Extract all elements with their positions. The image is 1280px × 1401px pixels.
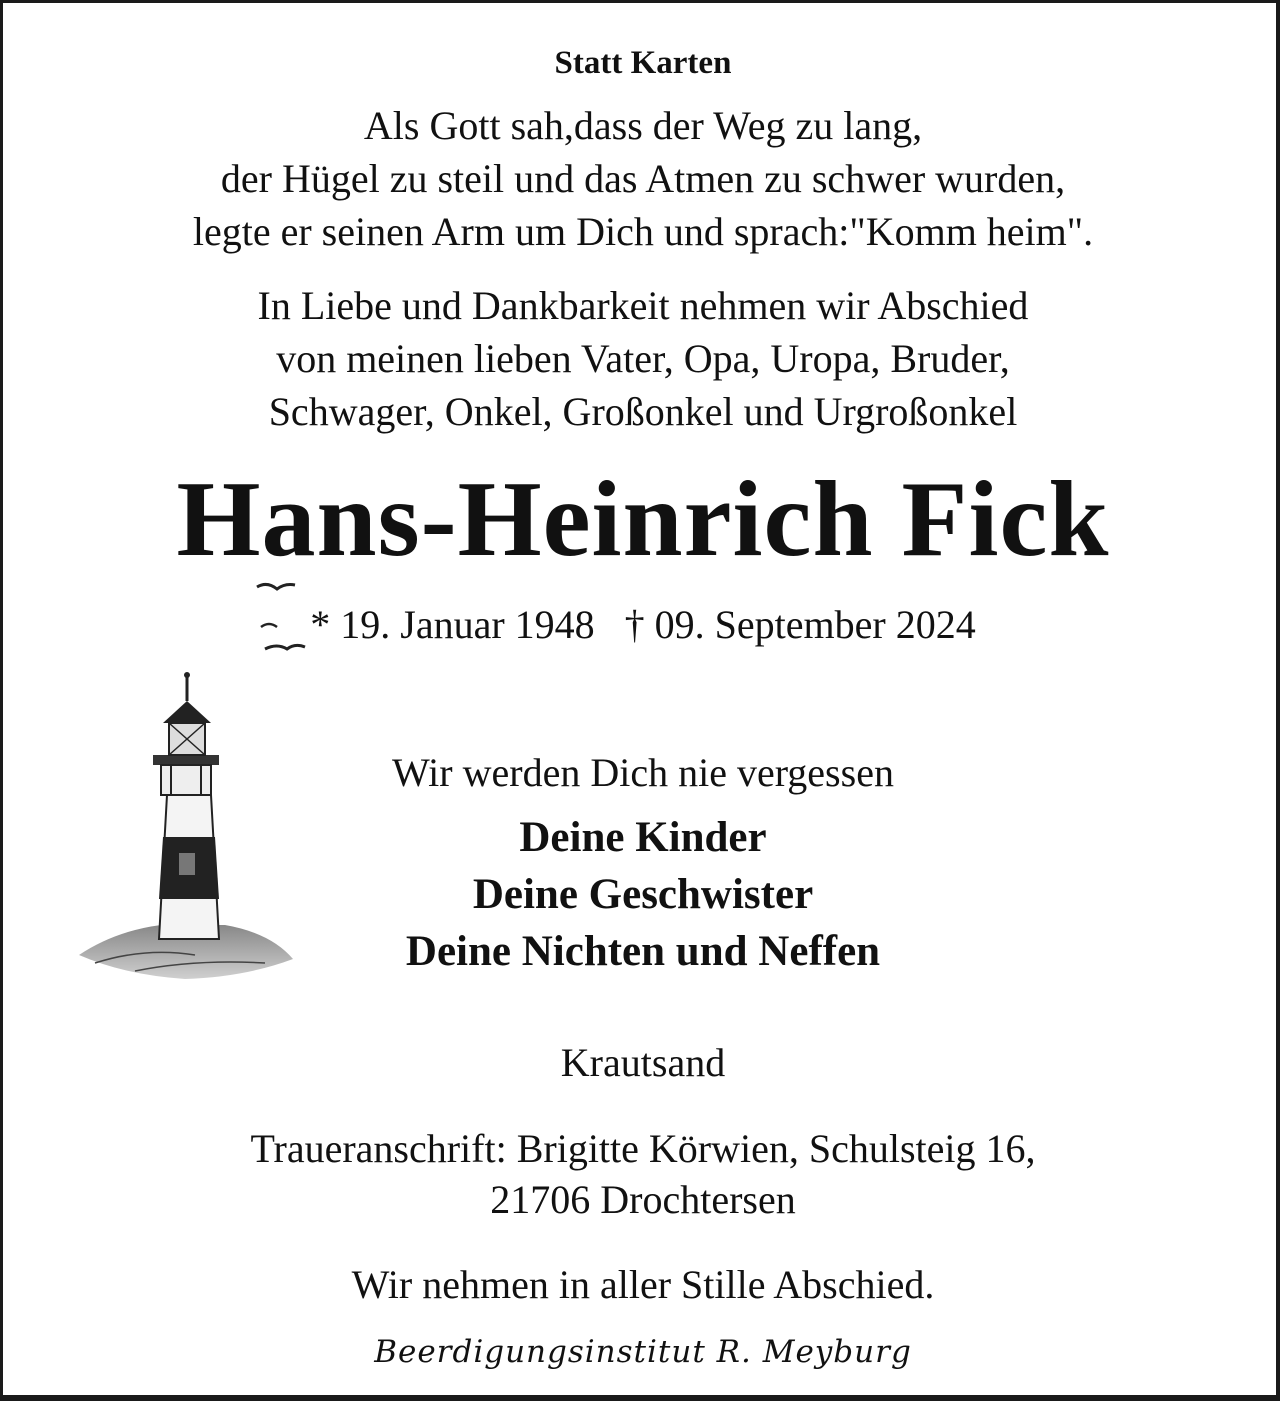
life-dates: [3, 597, 1280, 653]
mourner-group: Deine Kinder: [519, 814, 767, 861]
poem-line: Als Gott sah,dass der Weg zu lang,: [363, 103, 923, 148]
address-line: Traueranschrift: Brigitte Körwien, Schulsteig 16,: [250, 1126, 1036, 1171]
poem-line: der Hügel zu steil und das Atmen zu schwer wurden,: [220, 156, 1066, 201]
death-date: † 09. September 2024: [624, 602, 976, 647]
closing-line: Wir nehmen in aller Stille Abschied.: [351, 1262, 935, 1307]
intro-line: Schwager, Onkel, Großonkel und Urgroßonkel: [268, 389, 1018, 434]
deceased-name: Hans-Heinrich Fick: [176, 460, 1110, 579]
undertaker-name: Beerdigungsinstitut R. Meyburg: [374, 1334, 912, 1370]
mourning-address: [3, 1123, 1280, 1225]
mourner-group: Deine Geschwister: [472, 871, 814, 918]
mourner-group: Deine Nichten und Neffen: [405, 928, 881, 975]
intro-line: von meinen lieben Vater, Opa, Uropa, Bruder,: [276, 336, 1010, 381]
remembrance-line: Wir werden Dich nie vergessen: [392, 750, 894, 795]
mourners-list: [3, 809, 1280, 980]
farewell-intro: [3, 279, 1280, 438]
birth-date: * 19. Januar 1948: [310, 602, 595, 647]
poem: [3, 99, 1280, 258]
intro-line: In Liebe und Dankbarkeit nehmen wir Abschied: [257, 283, 1029, 328]
poem-line: legte er seinen Arm um Dich und sprach:"Komm heim".: [192, 209, 1094, 254]
notice-heading: Statt Karten: [554, 45, 732, 81]
address-line: 21706 Drochtersen: [490, 1177, 796, 1222]
place: Krautsand: [560, 1040, 726, 1085]
